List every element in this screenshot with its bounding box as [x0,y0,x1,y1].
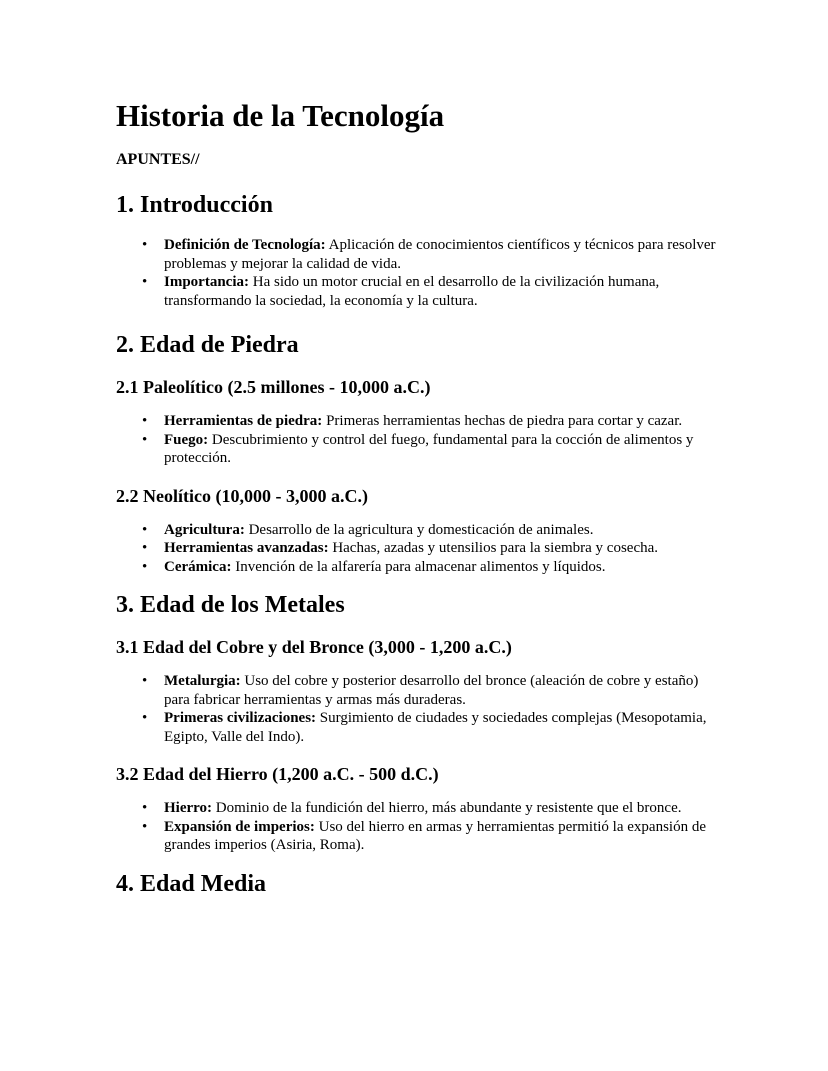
item-text: Invención de la alfarería para almacenar alimentos y líquidos. [231,558,606,575]
subsection-heading: 2.1 Paleolítico (2.5 millones - 10,000 a.C.) [116,377,431,397]
item-term: Expansión de imperios: [164,818,315,835]
bullet-list [116,521,716,577]
subsection-heading: 2.2 Neolítico (10,000 - 3,000 a.C.) [116,485,368,506]
bullet-list [116,236,716,310]
item-term: Fuego: [164,431,209,448]
list-item [164,431,716,468]
bullet-list [116,672,716,746]
item-term: Herramientas de piedra: [164,413,323,429]
item-text: Surgimiento de ciudades y sociedades complejas (Mesopotamia, Egipto, Valle del Indo). [164,710,707,745]
list-item [164,558,716,577]
subsection-heading: 3.2 Edad del Hierro (1,200 a.C. - 500 d.C.) [116,764,439,784]
list-item [164,521,716,540]
item-text: Ha sido un motor crucial en el desarrollo de la civilización humana, transformando la sociedad, la economía y la cultura. [164,274,660,309]
subsection-heading: 3.1 Edad del Cobre y del Bronce (3,000 - 1,200 a.C.) [116,637,512,657]
item-term: Definición de Tecnología: [164,237,326,253]
item-term: Agricultura: [164,521,245,538]
item-term: Herramientas avanzadas: [164,540,329,556]
item-text: Uso del cobre y posterior desarrollo del bronce (aleación de cobre y estaño) para fabricar herramientas y armas más duraderas. [164,673,699,708]
item-text: Primeras herramientas hechas de piedra para cortar y cazar. [322,413,683,429]
section-heading: 2. Edad de Piedra [116,332,299,358]
document-subtitle: APUNTES// [116,151,200,168]
item-text: Uso del hierro en armas y herramientas permitió la expansión de grandes imperios (Asiria, Roma). [164,818,706,853]
item-text: Descubrimiento y control del fuego, fundamental para la cocción de alimentos y protección. [164,431,694,466]
item-term: Primeras civilizaciones: [164,710,317,726]
item-text: Desarrollo de la agricultura y domesticación de animales. [244,521,594,538]
list-item [164,412,716,431]
item-term: Hierro: [164,800,213,816]
item-term: Importancia: [164,274,249,290]
section-heading: 1. Introducción [116,192,273,218]
item-text: Dominio de la fundición del hierro, más abundante y resistente que el bronce. [212,800,682,816]
list-item [164,273,716,310]
section-heading: 3. Edad de los Metales [116,592,345,618]
item-term: Cerámica: [164,558,232,575]
document-page [116,96,716,899]
list-item [164,709,716,746]
list-item [164,818,716,855]
item-term: Metalurgia: [164,673,241,689]
list-item [164,539,716,558]
section-heading: 4. Edad Media [116,870,267,897]
list-item [164,672,716,709]
bullet-list [116,412,716,468]
document-title: Historia de la Tecnología [116,98,445,133]
item-text: Aplicación de conocimientos científicos y técnicos para resolver problemas y mejorar la calidad de vida. [164,237,716,272]
bullet-list [116,799,716,855]
list-item [164,236,716,273]
item-text: Hachas, azadas y utensilios para la siembra y cosecha. [328,540,659,556]
list-item [164,799,716,818]
